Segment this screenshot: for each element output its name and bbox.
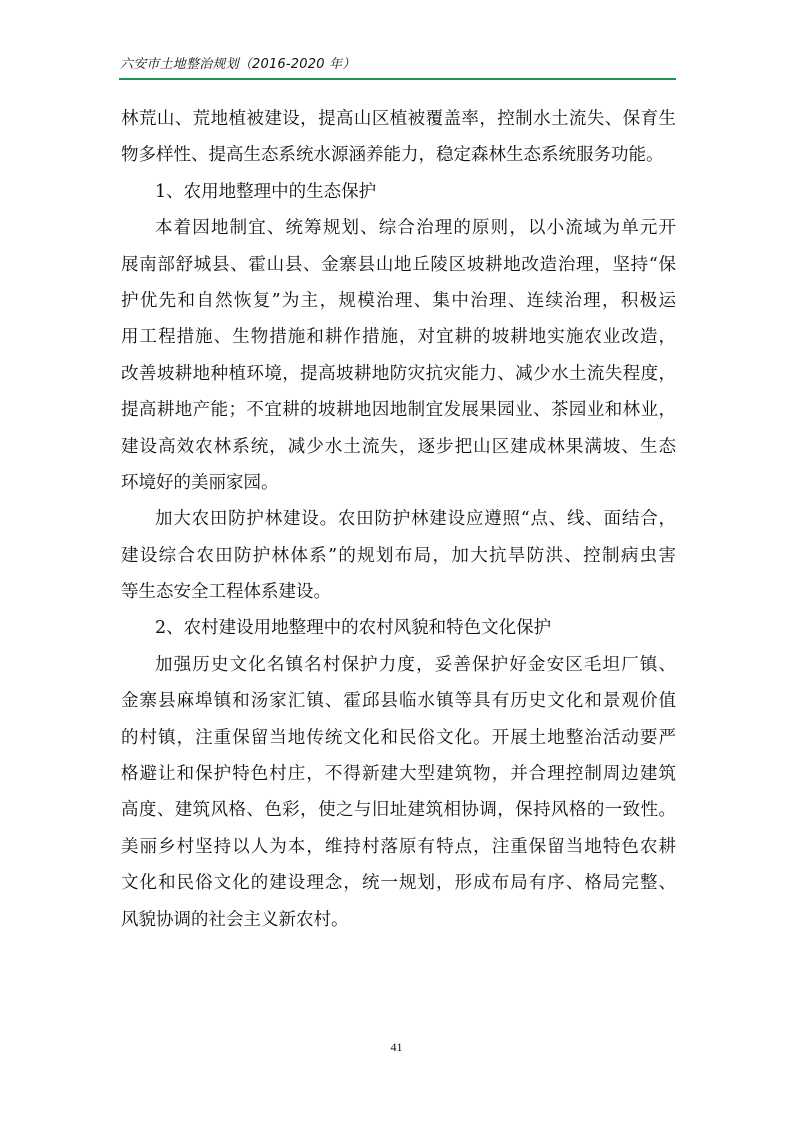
section-heading-2: 2、农村建设用地整理中的农村风貌和特色文化保护 <box>155 618 552 639</box>
text-line: 高度、建筑风格、色彩，使之与旧址建筑相协调，保持风格的一致性。 <box>121 800 676 821</box>
text-line: 加大农田防护林建设。农田防护林建设应遵照“点、线、面结合， <box>155 509 676 530</box>
running-header: 六安市土地整治规划（2016-2020 年） <box>120 57 356 72</box>
text-line: 物多样性、提高生态系统水源涵养能力，稳定森林生态系统服务功能。 <box>121 145 664 166</box>
text-line: 格避让和保护特色村庄，不得新建大型建筑物，并合理控制周边建筑 <box>121 764 676 785</box>
text-line: 建设高效农林系统，减少水土流失，逐步把山区建成林果满坡、生态 <box>121 436 676 457</box>
paragraph-farmland-protection <box>121 210 676 501</box>
text-line: 的村镇，注重保留当地传统文化和民俗文化。开展土地整治活动要严 <box>121 727 676 748</box>
text-line: 本着因地制宜、统筹规划、综合治理的原则，以小流域为单元开 <box>155 218 676 239</box>
paragraph-shelterbelt <box>121 501 676 610</box>
page-number: 41 <box>390 1040 403 1054</box>
text-line: 文化和民俗文化的建设理念，统一规划，形成布局有序、格局完整、 <box>121 873 676 894</box>
header-rule <box>119 78 676 80</box>
text-line: 环境好的美丽家园。 <box>121 472 279 493</box>
paragraph-continuation <box>121 101 676 174</box>
text-line: 等生态安全工程体系建设。 <box>121 582 331 603</box>
text-line: 用工程措施、生物措施和耕作措施，对宜耕的坡耕地实施农业改造， <box>121 327 676 348</box>
text-line: 加强历史文化名镇名村保护力度，妥善保护好金安区毛坦厂镇、 <box>155 654 676 675</box>
paragraph-village-protection <box>121 647 676 938</box>
text-line: 金寨县麻埠镇和汤家汇镇、霍邱县临水镇等具有历史文化和景观价值 <box>121 691 676 712</box>
text-line: 风貌协调的社会主义新农村。 <box>121 909 349 930</box>
section-heading-1: 1、农用地整理中的生态保护 <box>155 181 377 202</box>
text-line: 展南部舒城县、霍山县、金寨县山地丘陵区坡耕地改造治理，坚持“保 <box>121 254 676 275</box>
text-line: 改善坡耕地种植环境，提高坡耕地防灾抗灾能力、减少水土流失程度， <box>121 363 676 384</box>
text-line: 美丽乡村坚持以人为本，维持村落原有特点，注重保留当地特色农耕 <box>121 836 676 857</box>
text-line: 建设综合农田防护林体系”的规划布局，加大抗旱防洪、控制病虫害 <box>121 545 676 566</box>
text-line: 护优先和自然恢复”为主，规模治理、集中治理、连续治理，积极运 <box>121 290 676 311</box>
text-line: 提高耕地产能；不宜耕的坡耕地因地制宜发展果园业、茶园业和林业， <box>121 400 676 421</box>
page-body <box>121 101 676 938</box>
text-line: 林荒山、荒地植被建设，提高山区植被覆盖率，控制水土流失、保育生 <box>121 109 676 129</box>
